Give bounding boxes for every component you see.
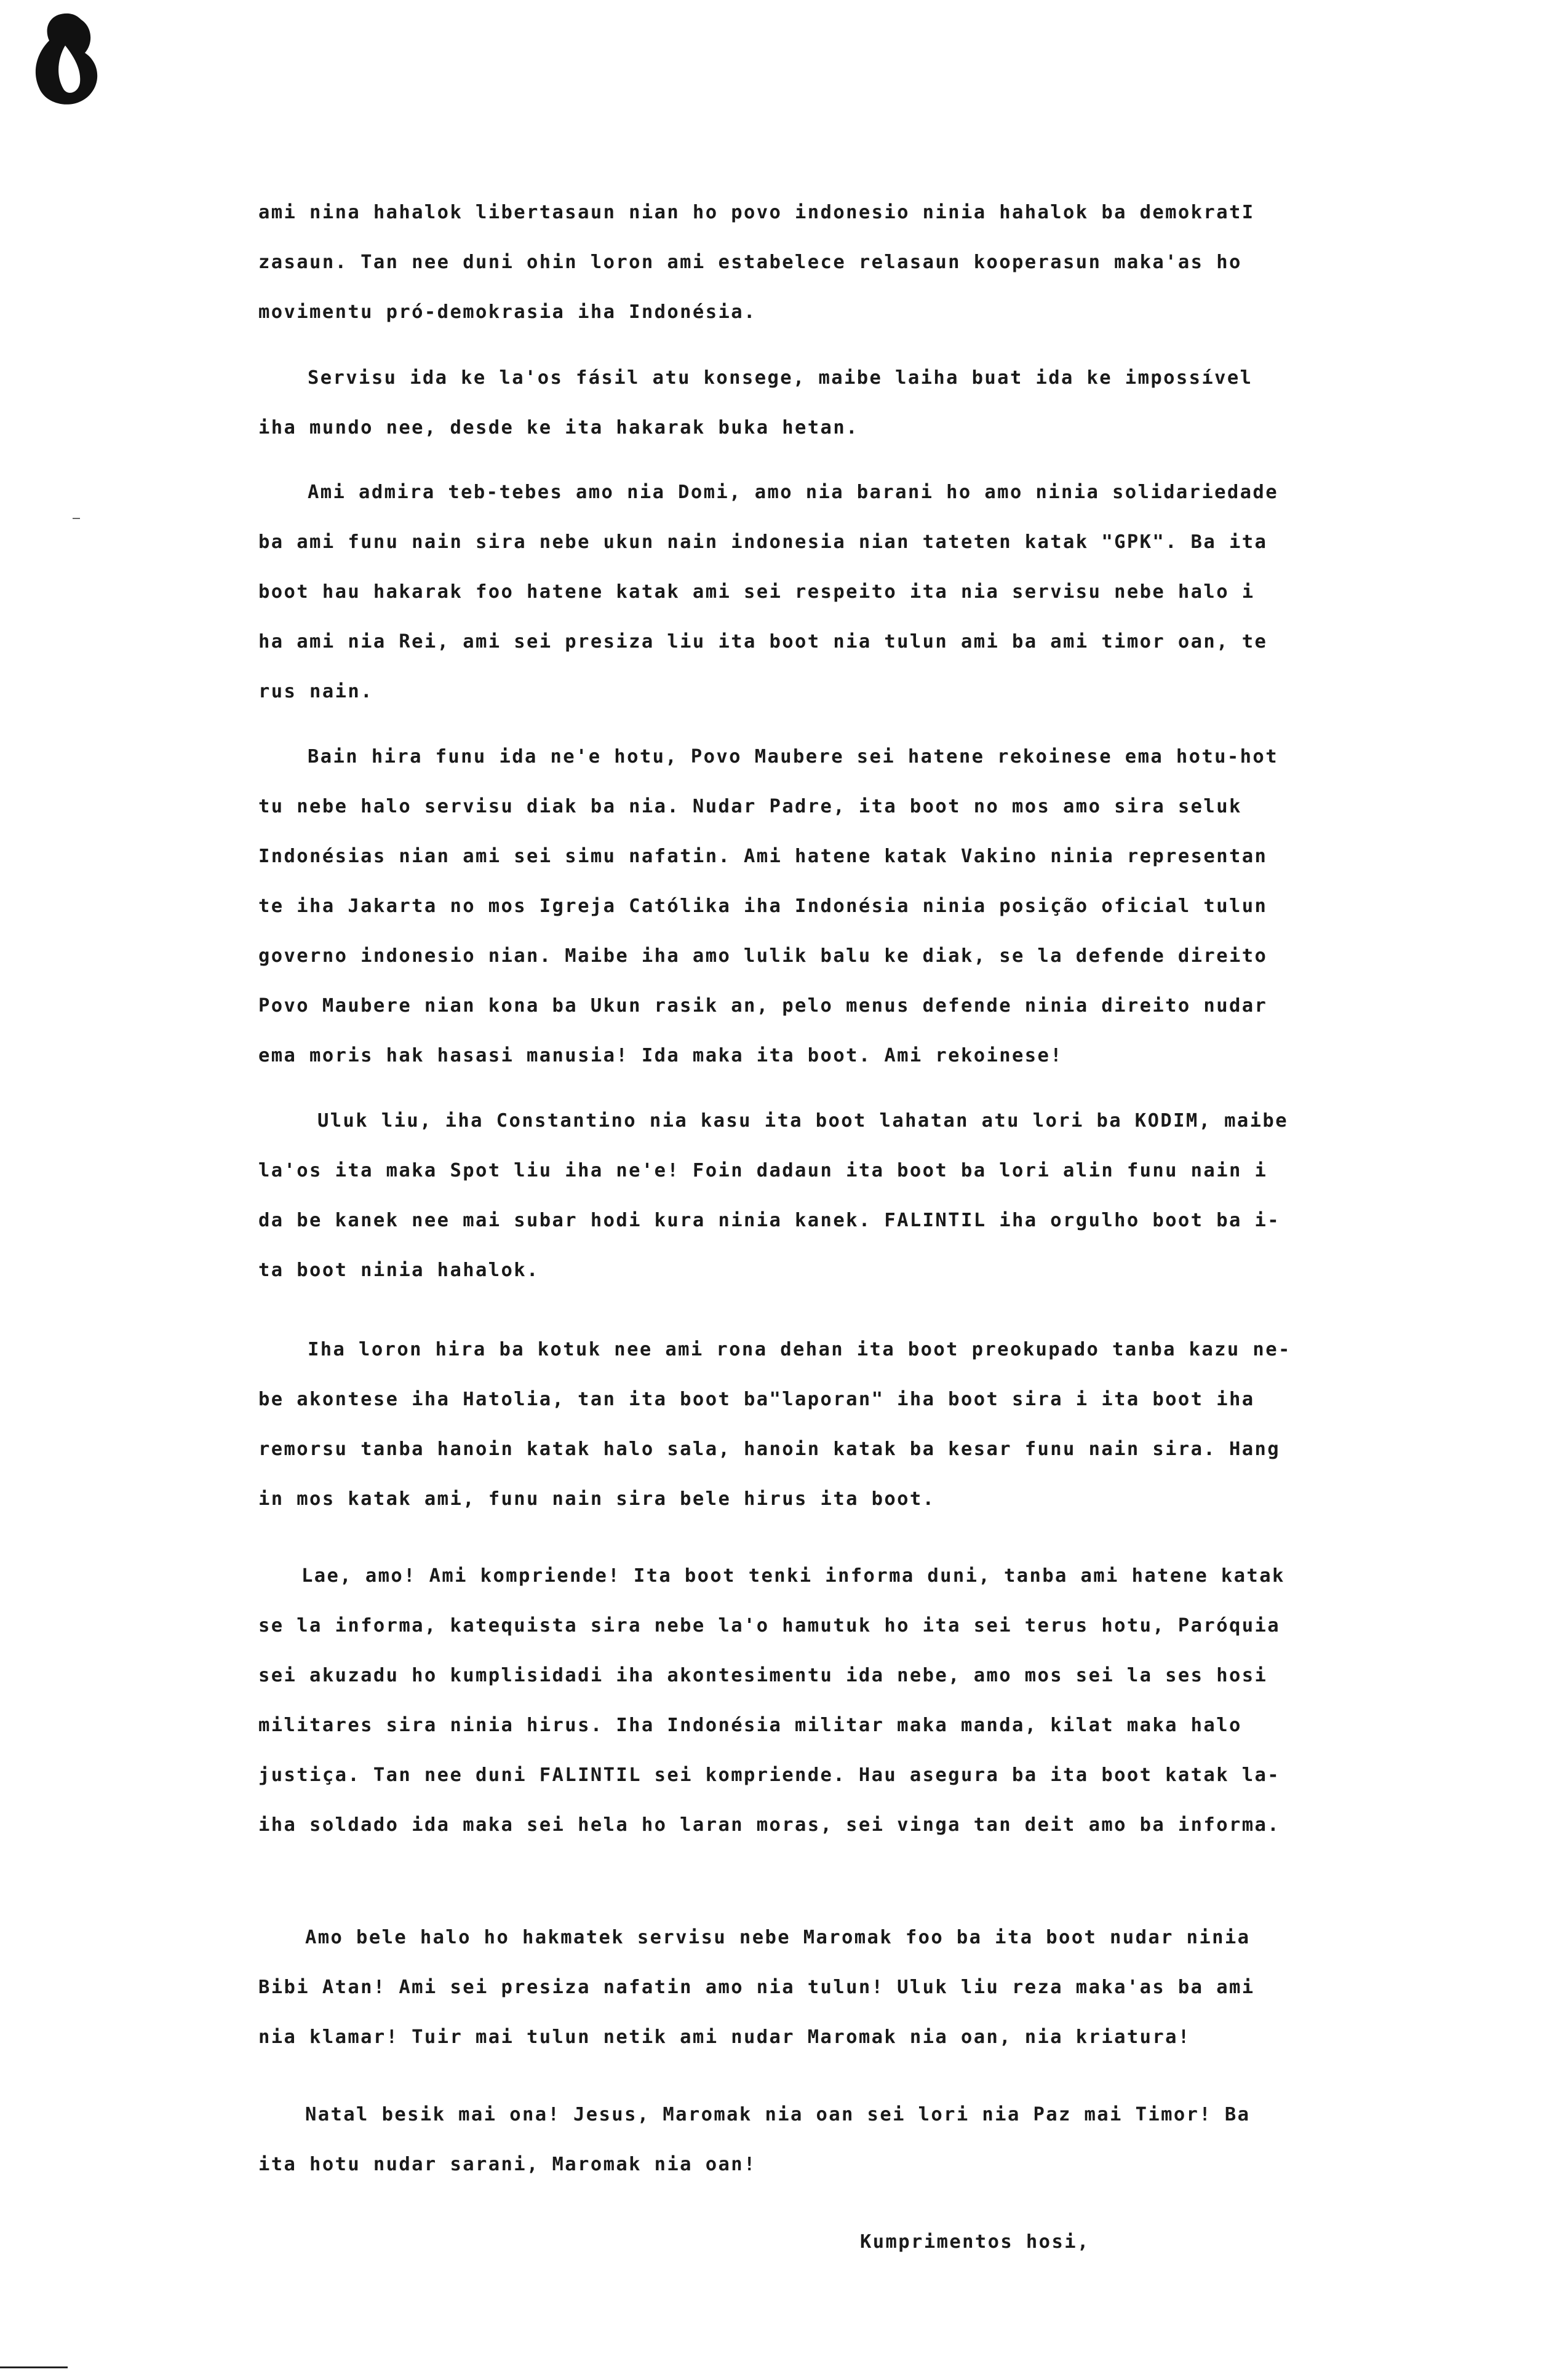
paragraph-line: movimentu pró-demokrasia iha Indonésia. [258,301,757,323]
paragraph-line: ha ami nia Rei, ami sei presiza liu ita boot nia tulun ami ba ami timor oan, te [258,631,1268,653]
paragraph-line: Povo Maubere nian kona ba Ukun rasik an, pelo menus defende ninia direito nudar [258,995,1268,1017]
paragraph-line: se la informa, katequista sira nebe la'o hamutuk ho ita sei terus hotu, Paróquia [258,1615,1281,1636]
paragraph-line: Amo bele halo ho hakmatek servisu nebe Maromak foo ba ita boot nudar ninia [305,1927,1251,1948]
paragraph-3 [258,467,1501,716]
closing-salutation: Kumprimentos hosi, [860,2231,1090,2253]
paragraph-line: te iha Jakarta no mos Igreja Católika iha Indonésia ninia posição oficial tulun [258,895,1268,917]
paragraph-7 [258,1551,1501,1850]
paragraph-line: la'os ita maka Spot liu iha ne'e! Foin dadaun ita boot ba lori alin funu nain i [258,1160,1268,1181]
paragraph-line: Iha loron hira ba kotuk nee ami rona dehan ita boot preokupado tanba kazu ne- [308,1339,1291,1360]
scan-edge-mark [0,2366,68,2368]
paragraph-line: ta boot ninia hahalok. [258,1259,540,1281]
paragraph-line: sei akuzadu ho kumplisidadi iha akontesimentu ida nebe, amo mos sei la ses hosi [258,1665,1268,1686]
paragraph-line: be akontese iha Hatolia, tan ita boot ba"laporan" iha boot sira i ita boot iha [258,1389,1255,1410]
paragraph-line: ami nina hahalok libertasaun nian ho povo indonesio ninia hahalok ba demokratI [258,202,1255,223]
paragraph-line: rus nain. [258,681,373,702]
handwritten-mark [26,9,106,113]
paragraph-line: ba ami funu nain sira nebe ukun nain indonesia nian tateten katak "GPK". Ba ita [258,531,1268,553]
paragraph-line: nia klamar! Tuir mai tulun netik ami nudar Maromak nia oan, nia kriatura! [258,2026,1191,2048]
paragraph-line: Servisu ida ke la'os fásil atu konsege, maibe laiha buat ida ke impossível [308,367,1253,389]
paragraph-line: Bain hira funu ida ne'e hotu, Povo Maubere sei hatene rekoinese ema hotu-hot [308,746,1278,768]
paragraph-8 [258,1913,1501,2062]
paragraph-line: Uluk liu, iha Constantino nia kasu ita boot lahatan atu lori ba KODIM, maibe [317,1110,1288,1132]
paragraph-line: remorsu tanba hanoin katak halo sala, hanoin katak ba kesar funu nain sira. Hang [258,1438,1281,1460]
paragraph-line: militares sira ninia hirus. Iha Indonésia militar maka manda, kilat maka halo [258,1715,1242,1736]
paragraph-1 [258,188,1501,337]
paragraph-line: ema moris hak hasasi manusia! Ida maka ita boot. Ami rekoinese! [258,1045,1064,1066]
paragraph-line: boot hau hakarak foo hatene katak ami sei respeito ita nia servisu nebe halo i [258,581,1255,603]
paragraph-line: Natal besik mai ona! Jesus, Maromak nia oan sei lori nia Paz mai Timor! Ba [305,2104,1251,2125]
paragraph-line: ita hotu nudar sarani, Maromak nia oan! [258,2154,757,2175]
paragraph-line: Ami admira teb-tebes amo nia Domi, amo nia barani ho amo ninia solidariedade [308,482,1278,503]
paragraph-line: iha mundo nee, desde ke ita hakarak buka hetan. [258,417,859,438]
paragraph-9 [258,2090,1501,2189]
paragraph-5 [258,1096,1501,1295]
paragraph-line: zasaun. Tan nee duni ohin loron ami estabelece relasaun kooperasun maka'as ho [258,252,1242,273]
paragraph-line: governo indonesio nian. Maibe iha amo lulik balu ke diak, se la defende direito [258,945,1268,967]
scan-artifact-dash [73,518,80,519]
paragraph-line: tu nebe halo servisu diak ba nia. Nudar Padre, ita boot no mos amo sira seluk [258,796,1242,817]
paragraph-6 [258,1325,1501,1524]
paragraph-line: Bibi Atan! Ami sei presiza nafatin amo nia tulun! Uluk liu reza maka'as ba ami [258,1977,1255,1998]
paragraph-2 [258,353,1501,453]
paragraph-line: justiça. Tan nee duni FALINTIL sei kompriende. Hau asegura ba ita boot katak la- [258,1764,1281,1786]
paragraph-line: iha soldado ida maka sei hela ho laran moras, sei vinga tan deit amo ba informa. [258,1814,1281,1836]
paragraph-line: in mos katak ami, funu nain sira bele hirus ita boot. [258,1488,936,1510]
paragraph-line: Lae, amo! Ami kompriende! Ita boot tenki informa duni, tanba ami hatene katak [301,1565,1285,1587]
paragraph-4 [258,732,1501,1081]
paragraph-line: Indonésias nian ami sei simu nafatin. Ami hatene katak Vakino ninia representan [258,846,1268,867]
paragraph-line: da be kanek nee mai subar hodi kura ninia kanek. FALINTIL iha orgulho boot ba i- [258,1210,1281,1231]
